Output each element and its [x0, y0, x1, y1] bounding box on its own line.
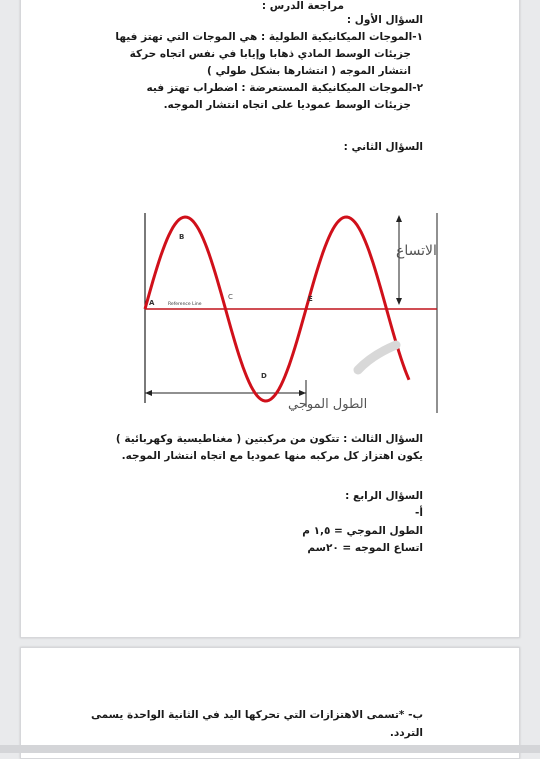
- wavelength-arrowhead-left: [145, 390, 152, 396]
- q1-line-4: ٢-الموجات الميكانيكية المستعرضة : اضطراب تهتز فيه: [146, 82, 423, 94]
- amplitude-arrowhead-bottom: [396, 298, 402, 305]
- point-d-label: D: [261, 372, 267, 380]
- point-a-label: A: [149, 299, 155, 307]
- point-c-label: C: [228, 293, 233, 301]
- question-4-heading: السؤال الرابع :: [345, 490, 423, 502]
- q1-line-3: انتشار الموجه ( انتشارها بشكل طولي ): [207, 65, 411, 77]
- q3-line-1: السؤال الثالث : تتكون من مركبتين ( مغناطيسية وكهربائية ): [115, 433, 423, 445]
- viewer-bottom-strip: [0, 745, 540, 753]
- wavelength-arrowhead-right: [299, 390, 306, 396]
- transverse-wave-figure: [110, 195, 450, 420]
- part-b-line-2: التردد.: [389, 727, 423, 739]
- question-1-heading: السؤال الأول :: [346, 14, 423, 26]
- lesson-review-heading: مراجعة الدرس :: [261, 0, 344, 12]
- q3-line-2: يكون اهتزاز كل مركبه منها عموديا مع اتجاه انتشار الموجه.: [121, 450, 423, 462]
- point-b-label: B: [179, 233, 185, 241]
- q4-amplitude-answer: اتساع الموجه = ٢٠سم: [307, 542, 423, 554]
- reference-line-label: Reference Line: [168, 302, 202, 307]
- amplitude-arrowhead-top: [396, 215, 402, 222]
- document-page-2: [20, 647, 520, 759]
- question-2-heading: السؤال الثاني :: [343, 141, 423, 153]
- q1-line-1: ١-الموجات الميكانيكية الطولية : هي الموجات التي تهتز فيها: [115, 31, 423, 43]
- q1-line-2: جزيئات الوسط المادي ذهابا وإيابا في نفس اتجاه حركة: [129, 48, 411, 60]
- watermark-stroke: [358, 345, 396, 370]
- q4-wavelength-answer: الطول الموجي = ١,٥ م: [302, 525, 423, 537]
- wavelength-label: الطول الموجي: [288, 397, 368, 412]
- point-e-label: E: [308, 295, 313, 303]
- q1-line-5: جزيئات الوسط عموديا على اتجاه انتشار الموجه.: [163, 99, 411, 111]
- amplitude-label: الاتساع: [396, 243, 437, 259]
- part-b-line-1: ب- *تسمى الاهتزازات التي تحركها اليد في الثانية الواحدة يسمى: [91, 709, 423, 721]
- q4-part-a: أ-: [415, 507, 423, 519]
